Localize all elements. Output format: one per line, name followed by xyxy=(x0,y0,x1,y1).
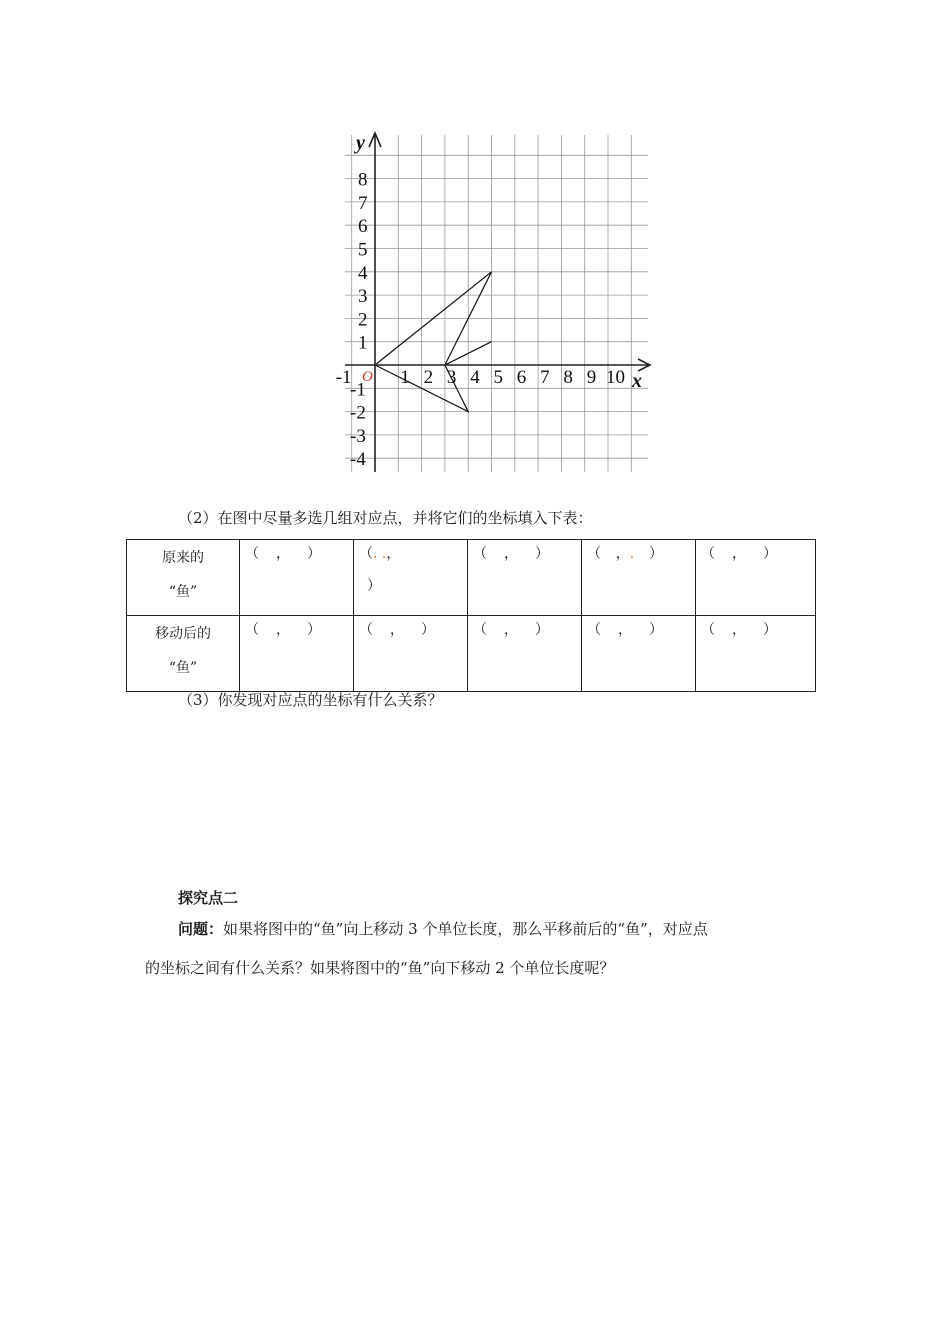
x-tick-label: 5 xyxy=(493,367,503,388)
coord-cell[interactable]: （. .， ） xyxy=(354,540,468,616)
x-tick-label: -1 xyxy=(335,367,352,388)
y-tick-label: 5 xyxy=(358,239,368,261)
y-tick-label: 6 xyxy=(358,216,368,238)
y-tick-label: 4 xyxy=(358,262,368,284)
coord-cell[interactable]: （ ， ） xyxy=(240,540,354,616)
coord-cell[interactable]: （ ，. ） xyxy=(582,540,696,616)
x-tick-label: 3 xyxy=(446,367,457,388)
row-label-original: 原来的 “鱼” xyxy=(127,540,240,616)
x-tick-label: 7 xyxy=(540,367,550,388)
x-tick-label: 2 xyxy=(423,367,434,388)
y-tick-label: 3 xyxy=(358,286,368,308)
x-tick-label: 6 xyxy=(516,367,527,388)
x-axis-label: x xyxy=(632,370,642,392)
problem-line-1 xyxy=(178,919,708,939)
y-tick-label: -3 xyxy=(350,425,366,447)
y-tick-label: -4 xyxy=(350,449,366,471)
x-tick-label: 9 xyxy=(586,367,597,388)
coordinate-graph xyxy=(330,125,660,480)
coord-cell[interactable]: （ ， ） xyxy=(696,616,816,692)
y-axis-label: y xyxy=(356,132,365,154)
origin-label: O xyxy=(362,369,373,385)
tick-labels xyxy=(336,170,625,471)
y-tick-label: 1 xyxy=(358,332,368,354)
coordinate-table xyxy=(126,539,816,692)
question-2: （2）在图中尽量多选几组对应点，并将它们的坐标填入下表： xyxy=(178,509,593,527)
x-tick-label: 10 xyxy=(606,367,625,388)
coord-cell[interactable]: （ ， ） xyxy=(354,616,468,692)
coord-cell[interactable]: （ ， ） xyxy=(468,616,582,692)
problem-text-1: 如果将图中的“鱼”向上移动 3 个单位长度，那么平移前后的“鱼”，对应点 xyxy=(223,920,708,938)
row-label-moved: 移动后的 “鱼” xyxy=(127,616,240,692)
table-row-moved xyxy=(127,616,816,692)
y-tick-label: -2 xyxy=(350,402,366,424)
coord-cell[interactable]: （ ， ） xyxy=(582,616,696,692)
y-tick-label: -1 xyxy=(350,379,366,401)
coord-cell[interactable]: （ ， ） xyxy=(240,616,354,692)
table-row-original xyxy=(127,540,816,616)
coord-cell[interactable]: （ ， ） xyxy=(696,540,816,616)
y-tick-label: 8 xyxy=(358,169,368,191)
x-tick-label: 4 xyxy=(470,367,480,388)
question-3: （3）你发现对应点的坐标有什么关系？ xyxy=(178,691,443,709)
coord-cell[interactable]: （ ， ） xyxy=(468,540,582,616)
grid xyxy=(345,135,648,472)
y-tick-label: 7 xyxy=(358,192,368,214)
problem-line-2: 的坐标之间有什么关系？如果将图中的“鱼”向下移动 2 个单位长度呢？ xyxy=(145,959,615,977)
section-heading: 探究点二 xyxy=(178,889,239,907)
x-tick-label: 8 xyxy=(563,367,573,388)
axes xyxy=(345,133,650,472)
problem-label: 问题： xyxy=(178,920,224,938)
y-tick-label: 2 xyxy=(358,309,368,331)
x-tick-label: 1 xyxy=(400,367,410,388)
